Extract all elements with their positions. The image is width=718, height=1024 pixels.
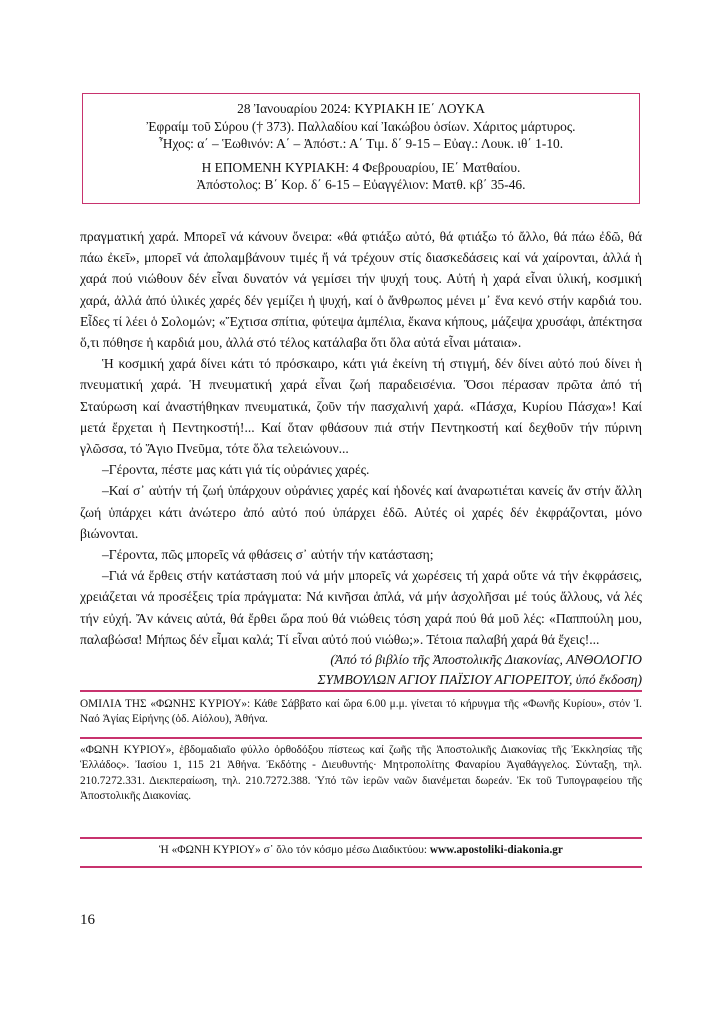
page-number: 16 bbox=[80, 912, 95, 928]
divider bbox=[80, 690, 642, 692]
dialogue-line: –Γέροντα, πῶς μπορεῖς νά φθάσεις σ᾽ αὐτήν τήν κατάσταση; bbox=[102, 547, 434, 563]
source-line-2: ΣΥΜΒΟΥΛΩΝ ΑΓΙΟΥ ΠΑΪΣΙΟΥ ΑΓΙΟΡΕΙΤΟΥ, ὑπό ἔκδοση) bbox=[317, 672, 642, 688]
header-readings-line: Ἦχος: α΄ – Ἑωθινόν: Α΄ – Ἀπόστ.: Α΄ Τιμ. δ΄ 9-15 – Εὐαγ.: Λουκ. ιθ΄ 1-10. bbox=[158, 136, 564, 152]
header-saints-line: Ἐφραίμ τοῦ Σύρου († 373). Παλλαδίου καί Ἰακώβου ὁσίων. Χάριτος μάρτυρος. bbox=[146, 118, 576, 134]
dialogue-line: –Γέροντα, πέστε μας κάτι γιά τίς οὐράνιες χαρές. bbox=[102, 462, 370, 478]
dialogue-line: –Γιά νά ἔρθεις στήν κατάσταση πού νά μήν μπορεῖς νά χωρέσεις τή χαρά οὔτε νά τήν ἐκφράσεις, χρειάζεται νά προσέξεις τρία πράγματα: Νά κινῆσαι ἁπλά, νά μήν ἀσχολῆσαι μέ τούς ἄλλους, νά λές τήν εὐχή. Ἄν κάνεις αὐτά, θά ἔρθει ὥρα πού θά νιώθεις τόση χαρά πού θά μοῦ λές: «Παππούλη μου, παλαβώσα! Μήπως δέν εἶμαι καλά; Τί εἶναι αὐτό πού νιώθω;». Τέτοια παλαβή χαρά θά ἔχεις!... bbox=[80, 568, 642, 647]
divider bbox=[80, 837, 642, 839]
header-next-readings-line: Ἀπόστολος: Β΄ Κορ. δ΄ 6-15 – Εὐαγγέλιον: Ματθ. κβ΄ 35-46. bbox=[196, 177, 526, 193]
online-notice bbox=[80, 843, 642, 858]
paragraph: Ἡ κοσμική χαρά δίνει κάτι τό πρόσκαιρο, κάτι γιά ἐκείνη τή στιγμή, δέν δίνει αὐτό πού δίνει ἡ πνευματική χαρά. Ἡ πνευματική χαρά εἶναι ζωή παραδεισένια. Ὅσοι πέρασαν πρῶτα ἀπό τή Σταύρωση καί ἀναστήθηκαν πνευματικά, ζοῦν τήν πασχαλινή χαρά. «Πάσχα, Κυρίου Πάσχα»! Καί μετά ἔρχεται ἡ Πεντηκοστή!... Καί ὅταν φθάσουν πιά στήν Πεντηκοστή καί δεχθοῦν τήν πύρινη γλῶσσα, τό Ἅγιο Πνεῦμα, τότε ὅλα τελειώνουν... bbox=[80, 356, 642, 457]
header-date-line: 28 Ἰανουαρίου 2024: ΚΥΡΙΑΚΗ ΙΕ΄ ΛΟΥΚΑ bbox=[237, 101, 485, 116]
online-text: Ἡ «ΦΩΝΗ ΚΥΡΙΟΥ» σ᾽ ὅλο τόν κόσμο μέσω Διαδικτύου: bbox=[159, 844, 430, 856]
publisher-info: «ΦΩΝΗ ΚΥΡΙΟΥ», ἑβδομαδιαῖο φύλλο ὀρθοδόξου πίστεως καί ζωῆς τῆς Ἀποστολικῆς Διακονίας τῆς Ἐκκλησίας τῆς Ἑλλάδος». Ἰασίου 1, 115 21 Ἀθήνα. Ἐκδότης - Διευθυντής· Μητροπολίτης Φαναρίου Ἀγαθάγγελος. Σύνταξη, τηλ. 210.7272.331. Διεκπεραίωση, τηλ. 210.7272.388. Ὑπό τῶν ἱερῶν ναῶν διανέμεται δωρεάν. Ἐκ τοῦ Τυπογραφείου τῆς Ἀποστολικῆς Διακονίας. bbox=[80, 744, 642, 803]
website-link[interactable]: www.apostoliki-diakonia.gr bbox=[429, 844, 563, 856]
liturgical-info-box bbox=[82, 93, 640, 204]
article-body bbox=[80, 226, 642, 690]
dialogue-line: –Καί σ᾽ αὐτήν τή ζωή ὑπάρχουν οὐράνιες χαρές καί ἡδονές καί ἀναρωτιέται κανείς ἄν στήν ἄλλη ζωή ὑπάρχει κάτι ἀνώτερο ἀπό αὐτό πού ὑπάρχει ἐδῶ. Αὐτές οἱ χαρές δέν ἐκφράζονται, μόνο βιώνονται. bbox=[80, 483, 642, 541]
header-next-sunday-line: Η ΕΠΟΜΕΝΗ ΚΥΡΙΑΚΗ: 4 Φεβρουαρίου, ΙΕ΄ Ματθαίου. bbox=[201, 159, 521, 175]
source-line-1: (Ἀπό τό βιβλίο τῆς Ἀποστολικῆς Διακονίας, ΑΝΘΟΛΟΓΙΟ bbox=[330, 652, 642, 668]
divider bbox=[80, 866, 642, 868]
source-citation bbox=[80, 650, 642, 690]
divider bbox=[80, 737, 642, 739]
homily-notice: ΟΜΙΛΙΑ ΤΗΣ «ΦΩΝΗΣ ΚΥΡΙΟΥ»: Κάθε Σάββατο καί ὥρα 6.00 μ.μ. γίνεται τό κήρυγμα τῆς «Φωνῆς Κυρίου», στόν Ἱ. Ναό Ἁγίας Εἰρήνης (ὁδ. Αἰόλου), Ἀθήνα. bbox=[80, 698, 642, 726]
paragraph: πραγματική χαρά. Μπορεῖ νά κάνουν ὄνειρα: «θά φτιάξω αὐτό, θά φτιάξω τό ἄλλο, θά πάω ἐδῶ, θά πάω ἐκεῖ», μπορεῖ νά ἀπολαμβάνουν τιμές ἤ νά τρέχουν στίς διασκεδάσεις καί νά χαίρονται, ἀλλά ἡ χαρά πού νιώθουν δέν εἶναι δυνατόν νά γεμίσει τήν ψυχή τους. Αὐτή ἡ χαρά εἶναι ὑλική, κοσμική χαρά, ἀλλά ἀπό ὑλικές χαρές δέν γεμίζει ἡ ψυχή, καί ὁ ἄνθρωπος μένει μ᾽ ἕνα κενό στήν καρδιά του. Εἶδες τί λέει ὁ Σολομών; «Ἔχτισα σπίτια, φύτεψα ἀμπέλια, ἔκανα κήπους, μάζεψα χρυσάφι, ἀπέκτησα ὅ,τι πόθησε ἡ καρδιά μου, ἀλλά στό τέλος κατάλαβα ὅτι ὅλα αὐτά εἶναι μάταια». bbox=[80, 229, 642, 351]
